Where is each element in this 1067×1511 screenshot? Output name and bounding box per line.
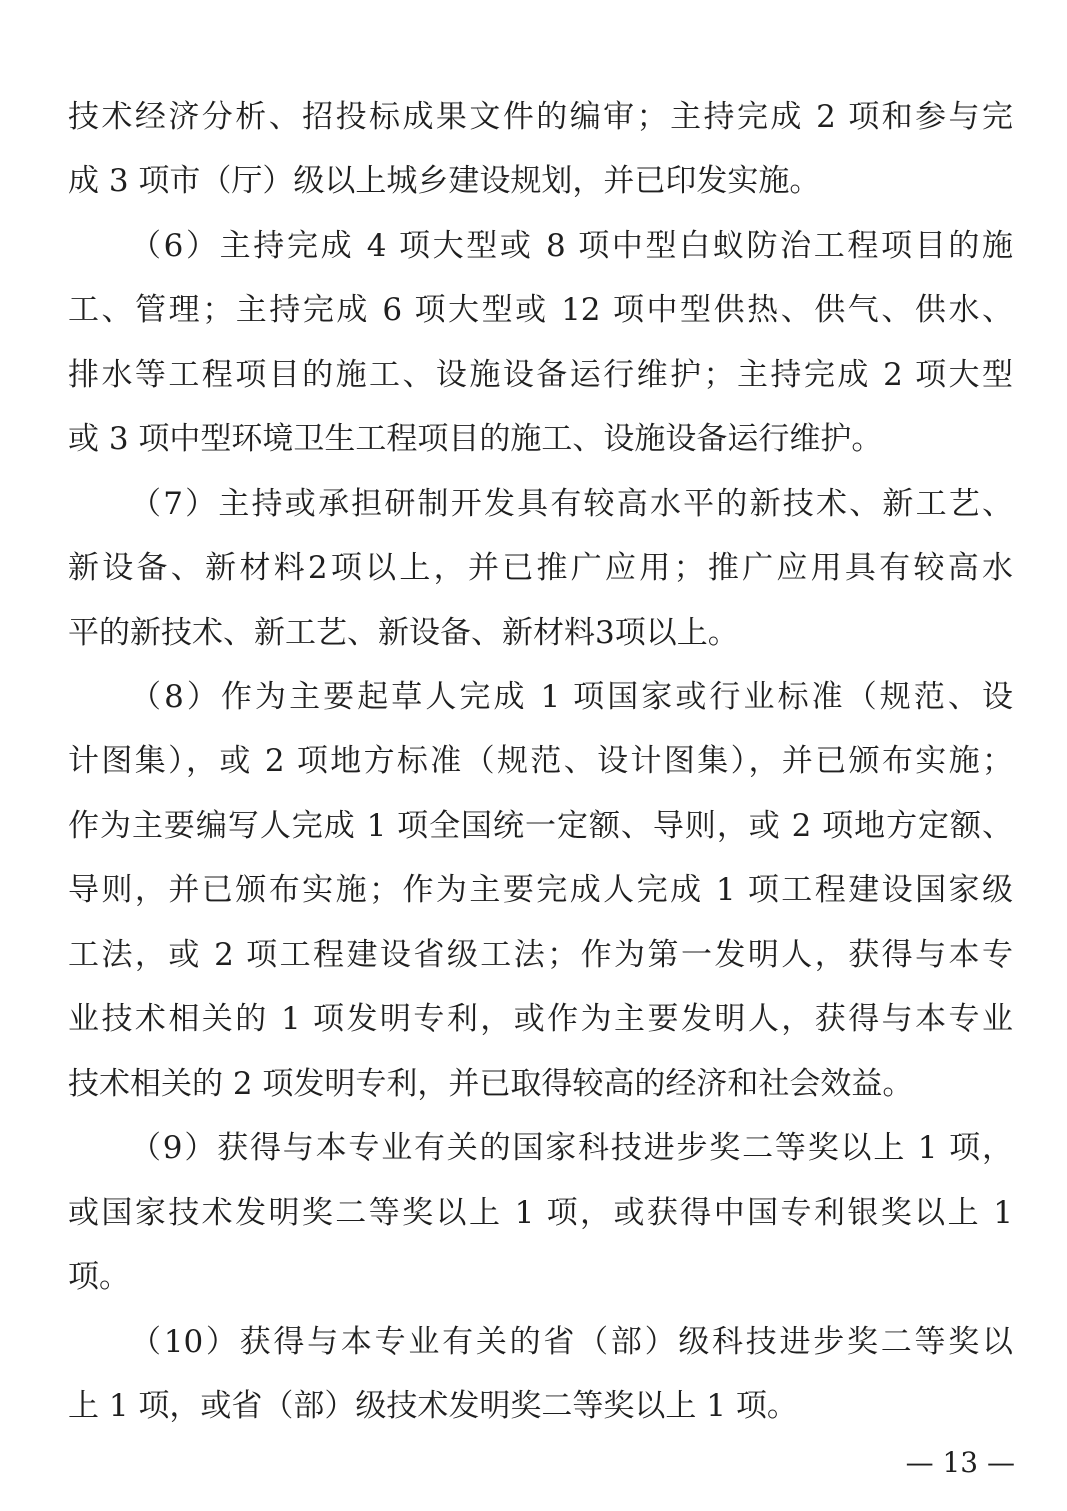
text-line: 成 3 项市（厅）级以上城乡建设规划，并已印发实施。 bbox=[68, 163, 821, 199]
text-line: 上 1 项，或省（部）级技术发明奖二等奖以上 1 项。 bbox=[68, 1388, 798, 1424]
text-line: 平的新技术、新工艺、新设备、新材料3项以上。 bbox=[68, 615, 739, 651]
text-line: 或 3 项中型环境卫生工程项目的施工、设施设备运行维护。 bbox=[68, 421, 883, 457]
paragraph-8-start: （8）作为主要起草人完成 1 项国家或行业标准（规范、设 bbox=[130, 679, 1013, 715]
paragraph-7-start: （7）主持或承担研制开发具有较高水平的新技术、新工艺、 bbox=[130, 486, 1013, 522]
page-number: — 13 — bbox=[905, 1446, 1015, 1479]
text-line: 业技术相关的 1 项发明专利，或作为主要发明人，获得与本专业 bbox=[68, 1001, 1013, 1037]
text-line: 或国家技术发明奖二等奖以上 1 项，或获得中国专利银奖以上 1 bbox=[68, 1195, 1013, 1231]
paragraph-10-start: （10）获得与本专业有关的省（部）级科技进步奖二等奖以 bbox=[130, 1324, 1013, 1360]
text-line: 排水等工程项目的施工、设施设备运行维护；主持完成 2 项大型 bbox=[68, 357, 1013, 393]
text-line: 技术经济分析、招投标成果文件的编审；主持完成 2 项和参与完 bbox=[68, 99, 1013, 135]
text-line: 作为主要编写人完成 1 项全国统一定额、导则，或 2 项地方定额、 bbox=[68, 808, 1014, 844]
text-line: 计图集），或 2 项地方标准（规范、设计图集），并已颁布实施； bbox=[68, 743, 1013, 779]
text-line: 项。 bbox=[68, 1259, 130, 1295]
text-line: 导则，并已颁布实施；作为主要完成人完成 1 项工程建设国家级 bbox=[68, 872, 1013, 908]
text-line: 技术相关的 2 项发明专利，并已取得较高的经济和社会效益。 bbox=[68, 1066, 914, 1102]
text-line: 工、管理；主持完成 6 项大型或 12 项中型供热、供气、供水、 bbox=[68, 292, 1013, 328]
paragraph-9-start: （9）获得与本专业有关的国家科技进步奖二等奖以上 1 项， bbox=[130, 1130, 1013, 1166]
text-line: 工法，或 2 项工程建设省级工法；作为第一发明人，获得与本专 bbox=[68, 937, 1013, 973]
paragraph-6-start: （6）主持完成 4 项大型或 8 项中型白蚁防治工程项目的施 bbox=[130, 228, 1013, 264]
text-line: 新设备、新材料2项以上，并已推广应用；推广应用具有较高水 bbox=[68, 550, 1013, 586]
